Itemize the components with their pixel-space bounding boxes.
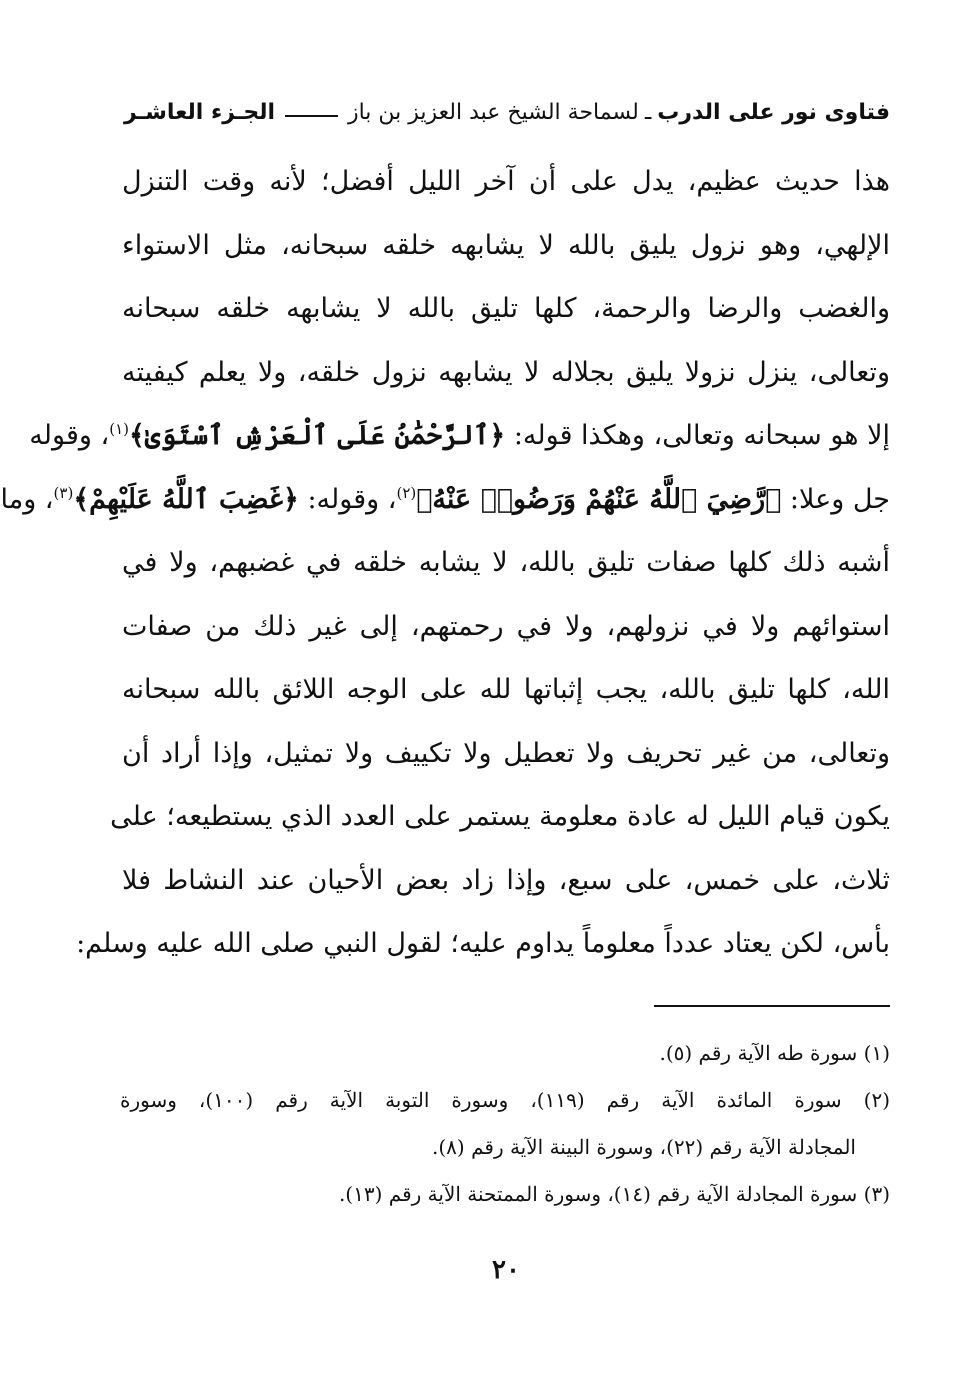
footnote-ref-1[interactable]: (١) bbox=[109, 420, 129, 438]
header-separator: ـ bbox=[644, 99, 652, 125]
text-line-with-verse bbox=[29, 404, 890, 468]
text-segment: ، وقوله bbox=[29, 420, 110, 451]
quran-verse-ghadiba: ﴿غَضِبَ ٱللَّهُ عَلَيْهِمْ﴾ bbox=[73, 483, 299, 515]
text-line: ثلاث، على خمس، على سبع، وإذا زاد بعض الأحيان عند النشاط فلا bbox=[122, 864, 890, 896]
text-line-with-verses bbox=[0, 468, 890, 532]
header-book-title: فتاوى نور على الدرب bbox=[657, 99, 890, 125]
footnotes bbox=[120, 1030, 890, 1218]
header-part-label: الجـزء العاشـر bbox=[124, 99, 276, 125]
header-author: لسماحة الشيخ عبد العزيز بن باز bbox=[347, 99, 639, 125]
quran-verse-istawa: ﴿ٱلرَّحْمَٰنُ عَلَى ٱلْعَرْشِ ٱسْتَوَىٰ﴾ bbox=[128, 420, 506, 451]
text-line: أشبه ذلك كلها صفات تليق بالله، لا يشابه خلقه في غضبهم، ولا في bbox=[122, 547, 890, 578]
footnote-ref-3[interactable]: (٣) bbox=[53, 483, 74, 502]
text-line: الإلهي، وهو نزول يليق بالله لا يشابهه خلقه سبحانه، مثل الاستواء bbox=[122, 229, 890, 261]
footnote-separator bbox=[654, 1005, 890, 1007]
footnote-3: (٣) سورة المجادلة الآية رقم (١٤)، وسورة الممتحنة الآية رقم (١٣). bbox=[338, 1182, 890, 1206]
page-number: ٢٠ bbox=[492, 1255, 520, 1285]
main-text bbox=[0, 150, 890, 976]
footnote-ref-2[interactable]: (٢) bbox=[396, 483, 417, 502]
footnote-1: (١) سورة طه الآية رقم (٥). bbox=[659, 1041, 890, 1065]
text-segment: ، وقوله: bbox=[298, 483, 397, 515]
text-line: يكون قيام الليل له عادة معلومة يستمر على العدد الذي يستطيعه؛ على bbox=[110, 801, 890, 832]
running-header bbox=[124, 92, 890, 132]
text-segment: جل وعلا: bbox=[781, 483, 890, 515]
text-line: والغضب والرضا والرحمة، كلها تليق بالله لا يشابهه خلقه سبحانه bbox=[122, 293, 890, 324]
text-line: بأس، لكن يعتاد عدداً معلوماً يداوم عليه؛ لقول النبي صلى الله عليه وسلم: bbox=[76, 928, 890, 959]
text-line: استوائهم ولا في نزولهم، ولا في رحمتهم، إلى غير ذلك من صفات bbox=[122, 610, 890, 642]
quran-verse-radiya: ﴿رَّضِيَ ٱللَّهُ عَنْهُمْ وَرَضُوا۟ عَنْهُ﴾ bbox=[416, 483, 782, 515]
text-line: هذا حديث عظيم، يدل على أن آخر الليل أفضل؛ لأنه وقت التنزل bbox=[122, 166, 890, 197]
footnote-2-continuation: المجادلة الآية رقم (٢٢)، وسورة البينة الآية رقم (٨). bbox=[431, 1135, 856, 1159]
header-rule bbox=[285, 115, 338, 117]
text-line: الله، كلها تليق بالله، يجب إثباتها لله على الوجه اللائق بالله سبحانه bbox=[122, 674, 890, 705]
text-segment: إلا هو سبحانه وتعالى، وهكذا قوله: bbox=[505, 420, 890, 451]
text-segment: ، وما bbox=[0, 483, 54, 515]
text-line: وتعالى، ينزل نزولا يليق بجلاله لا يشابهه نزول خلقه، ولا يعلم كيفيته bbox=[122, 356, 890, 388]
footnote-2: (٢) سورة المائدة الآية رقم (١١٩)، وسورة التوبة الآية رقم (١٠٠)، وسورة bbox=[120, 1088, 890, 1112]
text-line: وتعالى، من غير تحريف ولا تعطيل ولا تكييف ولا تمثيل، وإذا أراد أن bbox=[122, 737, 890, 769]
